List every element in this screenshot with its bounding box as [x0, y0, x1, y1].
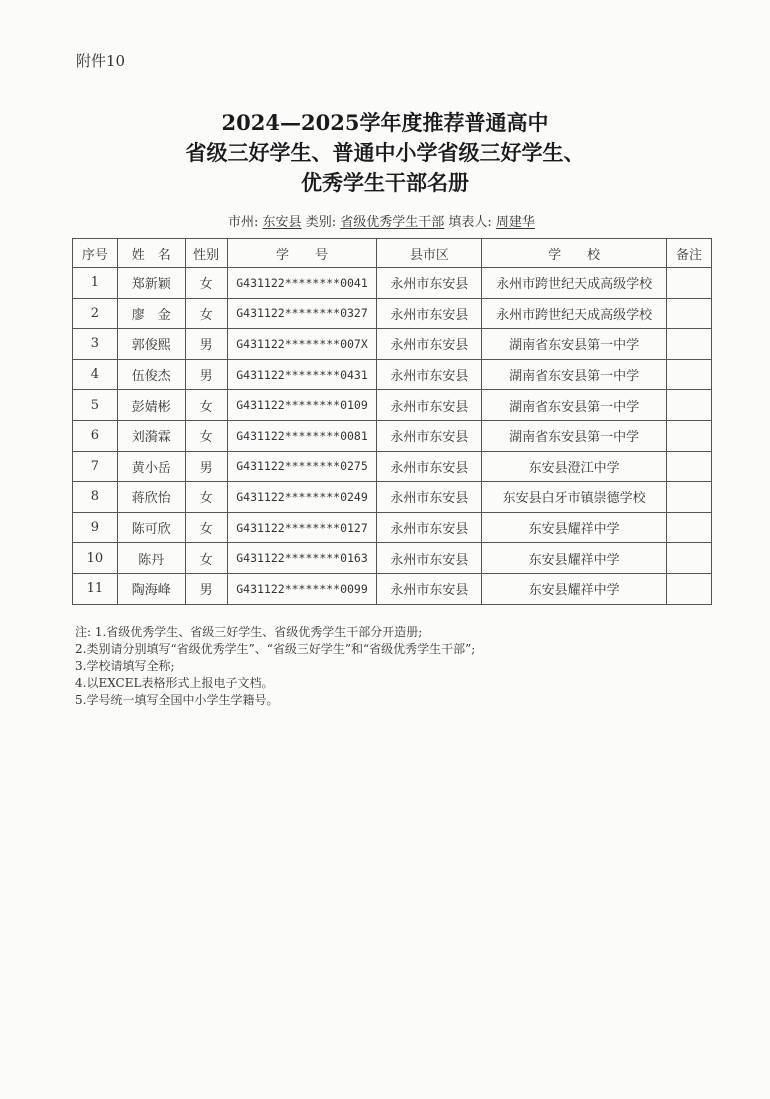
filler-label: 填表人: [448, 215, 492, 230]
cell-remark [667, 543, 712, 574]
table-header-row [73, 239, 712, 268]
title-line-3: 优秀学生干部名册 [301, 170, 469, 195]
cell-name: 彭婧彬 [117, 390, 185, 421]
note-line: 2.类别请分别填写“省级优秀学生”、“省级三好学生”和“省级优秀学生干部”; [75, 642, 476, 656]
table-row [73, 482, 712, 513]
table-row [73, 329, 712, 360]
header-gender: 性别 [185, 239, 227, 268]
cell-county: 永州市东安县 [377, 420, 482, 451]
cell-county: 永州市东安县 [377, 512, 482, 543]
cell-remark [667, 359, 712, 390]
cell-gender: 男 [185, 359, 227, 390]
header-name: 姓 名 [117, 239, 185, 268]
cell-county: 永州市东安县 [377, 329, 482, 360]
cell-school: 湖南省东安县第一中学 [482, 329, 667, 360]
cell-no: 5 [73, 390, 118, 421]
header-no: 序号 [73, 239, 118, 268]
header-remark: 备注 [667, 239, 712, 268]
cell-student-id: G431122********0127 [227, 512, 377, 543]
cell-name: 郑新颖 [117, 268, 185, 299]
cell-county: 永州市东安县 [377, 390, 482, 421]
cell-name: 黄小岳 [117, 451, 185, 482]
category-value: 省级优秀学生干部 [340, 215, 445, 230]
cell-student-id: G431122********0163 [227, 543, 377, 574]
header-school: 学 校 [482, 239, 667, 268]
cell-student-id: G431122********0249 [227, 482, 377, 513]
table-row [73, 359, 712, 390]
cell-gender: 女 [185, 298, 227, 329]
cell-remark [667, 573, 712, 604]
category-label: 类别: [305, 215, 337, 230]
cell-remark [667, 329, 712, 360]
cell-school: 湖南省东安县第一中学 [482, 390, 667, 421]
title-line-1: 2024—2025学年度推荐普通高中 [221, 110, 549, 135]
cell-gender: 男 [185, 573, 227, 604]
cell-no: 11 [73, 573, 118, 604]
form-meta [228, 211, 535, 230]
cell-student-id: G431122********0081 [227, 420, 377, 451]
cell-gender: 男 [185, 329, 227, 360]
cell-name: 伍俊杰 [117, 359, 185, 390]
cell-student-id: G431122********007X [227, 329, 377, 360]
cell-gender: 女 [185, 543, 227, 574]
cell-name: 蒋欣怡 [117, 482, 185, 513]
cell-gender: 女 [185, 512, 227, 543]
table-row [73, 451, 712, 482]
cell-remark [667, 451, 712, 482]
note-line: 3.学校请填写全称; [75, 659, 175, 673]
cell-no: 9 [73, 512, 118, 543]
cell-student-id: G431122********0099 [227, 573, 377, 604]
attachment-label: 附件10 [76, 52, 126, 70]
cell-gender: 男 [185, 451, 227, 482]
cell-name: 刘漪霖 [117, 420, 185, 451]
cell-school: 东安县白牙市镇崇德学校 [482, 482, 667, 513]
cell-no: 1 [73, 268, 118, 299]
cell-remark [667, 298, 712, 329]
cell-remark [667, 420, 712, 451]
cell-county: 永州市东安县 [377, 298, 482, 329]
city-value: 东安县 [262, 215, 302, 230]
cell-remark [667, 268, 712, 299]
cell-name: 陈可欣 [117, 512, 185, 543]
cell-student-id: G431122********0327 [227, 298, 377, 329]
table-row [73, 298, 712, 329]
cell-gender: 女 [185, 420, 227, 451]
note-line: 4.以EXCEL表格形式上报电子文档。 [75, 676, 274, 690]
header-county: 县市区 [377, 239, 482, 268]
cell-gender: 女 [185, 390, 227, 421]
cell-remark [667, 512, 712, 543]
table-row [73, 390, 712, 421]
cell-county: 永州市东安县 [377, 543, 482, 574]
table-row [73, 543, 712, 574]
cell-county: 永州市东安县 [377, 451, 482, 482]
cell-county: 永州市东安县 [377, 268, 482, 299]
cell-school: 东安县耀祥中学 [482, 543, 667, 574]
header-student-id: 学 号 [227, 239, 377, 268]
document-title [0, 108, 770, 198]
cell-no: 3 [73, 329, 118, 360]
cell-school: 湖南省东安县第一中学 [482, 420, 667, 451]
cell-school: 东安县耀祥中学 [482, 512, 667, 543]
cell-no: 6 [73, 420, 118, 451]
cell-name: 廖 金 [117, 298, 185, 329]
cell-no: 7 [73, 451, 118, 482]
filler-value: 周建华 [495, 215, 535, 230]
table-row [73, 573, 712, 604]
cell-student-id: G431122********0109 [227, 390, 377, 421]
city-label: 市州: [228, 215, 259, 230]
cell-county: 永州市东安县 [377, 482, 482, 513]
cell-county: 永州市东安县 [377, 573, 482, 604]
cell-no: 8 [73, 482, 118, 513]
footnotes [75, 624, 475, 709]
cell-no: 4 [73, 359, 118, 390]
student-roster-table [72, 238, 712, 605]
cell-school: 永州市跨世纪天成高级学校 [482, 268, 667, 299]
table-row [73, 420, 712, 451]
note-line: 注: 1.省级优秀学生、省级三好学生、省级优秀学生干部分开造册; [75, 625, 423, 639]
cell-student-id: G431122********0431 [227, 359, 377, 390]
table-row [73, 268, 712, 299]
cell-name: 陈丹 [117, 543, 185, 574]
cell-school: 东安县澄江中学 [482, 451, 667, 482]
cell-remark [667, 482, 712, 513]
cell-school: 湖南省东安县第一中学 [482, 359, 667, 390]
title-line-2: 省级三好学生、普通中小学省级三好学生、 [185, 140, 585, 165]
cell-no: 2 [73, 298, 118, 329]
cell-name: 郭俊熙 [117, 329, 185, 360]
cell-remark [667, 390, 712, 421]
cell-school: 永州市跨世纪天成高级学校 [482, 298, 667, 329]
cell-school: 东安县耀祥中学 [482, 573, 667, 604]
note-line: 5.学号统一填写全国中小学生学籍号。 [75, 693, 279, 707]
cell-gender: 女 [185, 482, 227, 513]
cell-no: 10 [73, 543, 118, 574]
cell-county: 永州市东安县 [377, 359, 482, 390]
cell-gender: 女 [185, 268, 227, 299]
cell-student-id: G431122********0275 [227, 451, 377, 482]
table-row [73, 512, 712, 543]
cell-name: 陶海峰 [117, 573, 185, 604]
cell-student-id: G431122********0041 [227, 268, 377, 299]
